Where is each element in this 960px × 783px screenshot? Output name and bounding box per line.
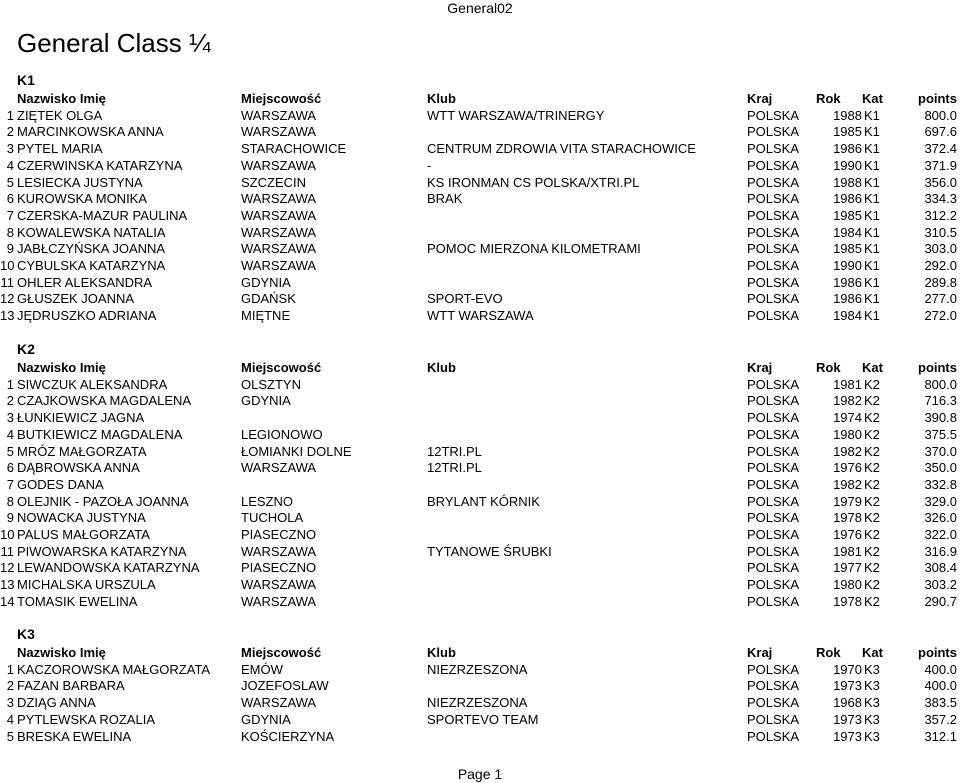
cell-no: 4 [6, 711, 14, 727]
cell-no: 1 [6, 376, 14, 392]
cell-city: LEGIONOWO [241, 426, 323, 442]
cell-year: 1988 [833, 174, 862, 190]
cell-cat: K1 [864, 174, 880, 190]
cell-city: KOŚCIERZYNA [241, 728, 335, 744]
cell-club: BRYLANT KÓRNIK [427, 493, 540, 509]
cell-city: EMÓW [241, 661, 283, 677]
cell-country: POLSKA [747, 560, 800, 576]
table-row [0, 444, 960, 461]
cell-city: WARSZAWA [241, 241, 317, 257]
cell-country: POLSKA [747, 207, 800, 223]
cell-club: 12TRI.PL [427, 443, 482, 459]
cell-cat: K1 [864, 274, 880, 290]
cell-no: 9 [6, 510, 14, 526]
cell-city: WARSZAWA [241, 577, 317, 593]
cell-club: NIEZRZESZONA [427, 695, 528, 711]
cell-year: 1985 [833, 241, 862, 257]
col-header-country: Kraj [747, 91, 773, 106]
table-row [0, 158, 960, 175]
cell-name: ŁUNKIEWICZ JAGNA [17, 410, 145, 426]
cell-club: WTT WARSZAWA [427, 308, 534, 324]
cell-points: 400.0 [924, 661, 957, 677]
cell-country: POLSKA [747, 443, 800, 459]
cell-cat: K1 [864, 291, 880, 307]
cell-name: CYBULSKA KATARZYNA [17, 258, 166, 273]
table-row [0, 494, 960, 511]
table-row [0, 729, 960, 746]
cell-cat: K1 [864, 224, 880, 240]
cell-club: NIEZRZESZONA [427, 661, 528, 677]
cell-points: 312.1 [924, 728, 957, 744]
cell-year: 1984 [833, 224, 862, 240]
table-header-row [0, 360, 960, 377]
cell-no: 11 [0, 274, 14, 290]
cell-country: POLSKA [747, 678, 800, 694]
table-row [0, 662, 960, 679]
table-row [0, 275, 960, 292]
cell-year: 1986 [833, 191, 862, 207]
cell-cat: K2 [864, 426, 880, 442]
cell-city: WARSZAWA [241, 460, 317, 476]
cell-points: 312.2 [924, 207, 957, 223]
cell-name: PIWOWARSKA KATARZYNA [17, 543, 187, 559]
cell-points: 357.2 [924, 711, 957, 727]
cell-points: 322.0 [924, 527, 957, 542]
cell-year: 1982 [833, 393, 862, 409]
cell-points: 303.2 [924, 577, 957, 593]
cell-points: 289.8 [924, 274, 957, 290]
table-row [0, 510, 960, 527]
cell-year: 1968 [833, 695, 862, 711]
cell-no: 7 [6, 476, 14, 492]
cell-name: LEWANDOWSKA KATARZYNA [17, 560, 200, 576]
cell-points: 370.0 [924, 443, 957, 459]
cell-country: POLSKA [747, 510, 800, 526]
cell-city: MIĘTNE [241, 308, 291, 324]
cell-no: 11 [0, 543, 14, 559]
cell-club: - [427, 157, 432, 173]
table-row [0, 477, 960, 494]
cell-cat: K2 [864, 476, 880, 492]
cell-year: 1973 [833, 728, 862, 744]
cell-city: WARSZAWA [241, 207, 317, 223]
table-header-row [0, 645, 960, 662]
table-row [0, 410, 960, 427]
cell-country: POLSKA [747, 661, 800, 677]
cell-country: POLSKA [747, 124, 800, 140]
cell-club: WTT WARSZAWA/TRINERGY [427, 107, 605, 123]
cell-name: PYTLEWSKA ROZALIA [17, 711, 155, 727]
cell-cat: K3 [864, 661, 880, 677]
cell-name: BUTKIEWICZ MAGDALENA [17, 426, 183, 442]
cell-cat: K2 [864, 493, 880, 509]
cell-year: 1973 [833, 678, 862, 694]
cell-club: TYTANOWE ŚRUBKI [427, 543, 552, 559]
table-row [0, 291, 960, 308]
cell-cat: K1 [864, 191, 880, 207]
cell-points: 308.4 [924, 560, 957, 576]
cell-cat: K2 [864, 527, 880, 542]
cell-year: 1985 [833, 124, 862, 140]
cell-name: JABŁCZYŃSKA JOANNA [17, 241, 166, 257]
cell-year: 1979 [833, 493, 862, 509]
cell-cat: K1 [864, 308, 880, 324]
cell-city: WARSZAWA [241, 593, 317, 609]
cell-city: GDYNIA [241, 393, 291, 409]
cell-no: 13 [0, 308, 15, 324]
cell-club: BRAK [427, 191, 463, 207]
table-row [0, 208, 960, 225]
cell-country: POLSKA [747, 593, 800, 609]
table-row [0, 377, 960, 394]
cell-country: POLSKA [747, 274, 800, 290]
table-row [0, 527, 960, 544]
cell-points: 697.6 [924, 124, 957, 140]
col-header-name: Nazwisko Imię [17, 360, 106, 375]
cell-points: 372.4 [924, 141, 957, 157]
cell-points: 716.3 [924, 393, 957, 409]
col-header-city: Miejscowość [241, 91, 322, 106]
cell-points: 316.9 [924, 543, 957, 559]
cell-year: 1986 [833, 274, 862, 290]
table-row [0, 225, 960, 242]
cell-points: 277.0 [924, 291, 957, 307]
cell-city: WARSZAWA [241, 157, 317, 173]
cell-no: 3 [6, 141, 14, 157]
cell-no: 10 [0, 527, 15, 542]
cell-city: GDAŃSK [241, 291, 296, 307]
cell-name: MARCINKOWSKA ANNA [17, 124, 164, 140]
col-header-country: Kraj [747, 645, 773, 660]
cell-country: POLSKA [747, 141, 800, 157]
cell-no: 8 [6, 224, 14, 240]
cell-points: 371.9 [924, 157, 957, 173]
col-header-category: Kat [862, 91, 883, 106]
cell-points: 390.8 [924, 410, 957, 426]
table-row [0, 427, 960, 444]
cell-country: POLSKA [747, 107, 800, 123]
cell-cat: K3 [864, 678, 880, 694]
category-label: K2 [17, 341, 35, 357]
cell-year: 1980 [833, 577, 862, 593]
cell-cat: K2 [864, 410, 880, 426]
cell-points: 800.0 [924, 376, 957, 392]
cell-no: 3 [6, 410, 14, 426]
cell-cat: K1 [864, 157, 880, 173]
cell-country: POLSKA [747, 191, 800, 207]
cell-country: POLSKA [747, 291, 800, 307]
cell-name: BRESKA EWELINA [17, 728, 132, 744]
cell-city: GDYNIA [241, 274, 291, 290]
cell-no: 14 [0, 593, 15, 609]
table-header-row [0, 91, 960, 108]
cell-no: 4 [6, 157, 14, 173]
table-row [0, 308, 960, 325]
col-header-name: Nazwisko Imię [17, 91, 106, 106]
cell-country: POLSKA [747, 695, 800, 711]
cell-no: 12 [0, 291, 15, 307]
col-header-points: points [918, 360, 957, 375]
cell-country: POLSKA [747, 224, 800, 240]
cell-cat: K3 [864, 728, 880, 744]
table-row [0, 108, 960, 125]
cell-no: 13 [0, 577, 15, 593]
cell-points: 400.0 [924, 678, 957, 694]
cell-city: WARSZAWA [241, 107, 317, 123]
cell-city: JOZEFOSLAW [241, 678, 329, 694]
cell-city: PIASECZNO [241, 560, 317, 576]
table-row [0, 695, 960, 712]
table-row [0, 175, 960, 192]
cell-name: NOWACKA JUSTYNA [17, 510, 146, 526]
table-row [0, 678, 960, 695]
cell-city: WARSZAWA [241, 224, 317, 240]
cell-name: MRÓZ MAŁGORZATA [17, 443, 147, 459]
cell-name: GŁUSZEK JOANNA [17, 291, 135, 307]
cell-name: CZAJKOWSKA MAGDALENA [17, 393, 192, 409]
cell-points: 332.8 [924, 476, 957, 492]
col-header-category: Kat [862, 360, 883, 375]
cell-name: PYTEL MARIA [17, 141, 103, 157]
col-header-city: Miejscowość [241, 645, 322, 660]
cell-year: 1981 [833, 543, 862, 559]
cell-club: SPORT-EVO [427, 291, 503, 307]
cell-no: 1 [6, 661, 14, 677]
cell-year: 1973 [833, 711, 862, 727]
cell-points: 326.0 [924, 510, 957, 526]
category-label: K3 [17, 626, 35, 642]
cell-no: 2 [6, 124, 14, 140]
cell-cat: K2 [864, 460, 880, 476]
table-row [0, 544, 960, 561]
cell-country: POLSKA [747, 241, 800, 257]
cell-city: WARSZAWA [241, 124, 317, 140]
col-header-points: points [918, 91, 957, 106]
cell-points: 303.0 [924, 241, 957, 257]
cell-country: POLSKA [747, 527, 800, 542]
cell-country: POLSKA [747, 493, 800, 509]
cell-year: 1980 [833, 426, 862, 442]
cell-points: 383.5 [924, 695, 957, 711]
cell-city: OLSZTYN [241, 376, 301, 392]
cell-year: 1984 [833, 308, 862, 324]
cell-name: KACZOROWSKA MAŁGORZATA [17, 661, 211, 677]
table-row [0, 393, 960, 410]
table-row [0, 241, 960, 258]
cell-points: 350.0 [924, 460, 957, 476]
cell-club: CENTRUM ZDROWIA VITA STARACHOWICE [427, 141, 696, 157]
cell-name: OHLER ALEKSANDRA [17, 274, 153, 290]
cell-name: ZIĘTEK OLGA [17, 107, 103, 123]
cell-name: PALUS MAŁGORZATA [17, 527, 150, 542]
cell-points: 290.7 [924, 593, 957, 609]
cell-no: 1 [6, 107, 14, 123]
cell-cat: K1 [864, 141, 880, 157]
cell-name: KOWALEWSKA NATALIA [17, 224, 166, 240]
cell-name: OLEJNIK - PAZOŁA JOANNA [17, 493, 189, 509]
cell-year: 1977 [833, 560, 862, 576]
col-header-category: Kat [862, 645, 883, 660]
cell-year: 1976 [833, 527, 862, 542]
col-header-year: Rok [816, 645, 841, 660]
cell-country: POLSKA [747, 393, 800, 409]
cell-points: 272.0 [924, 308, 957, 324]
cell-name: DZIĄG ANNA [17, 695, 96, 711]
col-header-club: Klub [427, 91, 456, 106]
cell-city: SZCZECIN [241, 174, 306, 190]
cell-no: 2 [6, 393, 14, 409]
cell-name: JĘDRUSZKO ADRIANA [17, 308, 157, 324]
cell-no: 5 [6, 174, 14, 190]
cell-no: 9 [6, 241, 14, 257]
cell-city: GDYNIA [241, 711, 291, 727]
cell-city: LESZNO [241, 493, 294, 509]
cell-name: GODES DANA [17, 476, 104, 492]
cell-cat: K1 [864, 207, 880, 223]
col-header-name: Nazwisko Imię [17, 645, 106, 660]
cell-club: POMOC MIERZONA KILOMETRAMI [427, 241, 641, 257]
cell-city: WARSZAWA [241, 191, 317, 207]
category-label: K1 [17, 72, 35, 88]
cell-name: CZERSKA-MAZUR PAULINA [17, 207, 188, 223]
cell-no: 4 [6, 426, 14, 442]
table-row [0, 191, 960, 208]
cell-country: POLSKA [747, 476, 800, 492]
cell-name: DĄBROWSKA ANNA [17, 460, 140, 476]
cell-club: SPORTEVO TEAM [427, 711, 539, 727]
cell-name: TOMASIK EWELINA [17, 593, 138, 609]
cell-points: 375.5 [924, 426, 957, 442]
cell-no: 10 [0, 258, 15, 273]
cell-country: POLSKA [747, 543, 800, 559]
cell-city: PIASECZNO [241, 527, 317, 542]
cell-country: POLSKA [747, 426, 800, 442]
cell-name: FAZAN BARBARA [17, 678, 125, 694]
cell-country: POLSKA [747, 258, 800, 273]
cell-points: 292.0 [924, 258, 957, 273]
cell-cat: K2 [864, 510, 880, 526]
cell-country: POLSKA [747, 174, 800, 190]
cell-country: POLSKA [747, 577, 800, 593]
cell-year: 1986 [833, 291, 862, 307]
cell-no: 2 [6, 678, 14, 694]
cell-club: KS IRONMAN CS POLSKA/XTRI.PL [427, 174, 640, 190]
table-row [0, 141, 960, 158]
table-row [0, 577, 960, 594]
cell-country: POLSKA [747, 410, 800, 426]
col-header-points: points [918, 645, 957, 660]
cell-country: POLSKA [747, 157, 800, 173]
cell-no: 6 [6, 460, 14, 476]
cell-no: 5 [6, 728, 14, 744]
cell-cat: K2 [864, 560, 880, 576]
cell-year: 1985 [833, 207, 862, 223]
cell-cat: K2 [864, 443, 880, 459]
page-number: Page 1 [457, 766, 503, 782]
cell-cat: K1 [864, 241, 880, 257]
cell-year: 1990 [833, 258, 862, 273]
cell-year: 1974 [833, 410, 862, 426]
table-row [0, 124, 960, 141]
cell-year: 1970 [833, 661, 862, 677]
cell-points: 334.3 [924, 191, 957, 207]
cell-city: ŁOMIANKI DOLNE [241, 443, 352, 459]
cell-year: 1988 [833, 107, 862, 123]
cell-city: TUCHOLA [241, 510, 304, 526]
table-row [0, 560, 960, 577]
col-header-club: Klub [427, 360, 456, 375]
table-row [0, 594, 960, 611]
cell-no: 6 [6, 191, 14, 207]
col-header-year: Rok [816, 91, 841, 106]
cell-name: MICHALSKA URSZULA [17, 577, 156, 593]
cell-cat: K2 [864, 543, 880, 559]
cell-cat: K1 [864, 258, 880, 273]
cell-city: STARACHOWICE [241, 141, 347, 157]
cell-year: 1978 [833, 593, 862, 609]
cell-country: POLSKA [747, 711, 800, 727]
cell-cat: K2 [864, 393, 880, 409]
cell-year: 1976 [833, 460, 862, 476]
cell-no: 8 [6, 493, 14, 509]
cell-no: 5 [6, 443, 14, 459]
cell-country: POLSKA [747, 460, 800, 476]
cell-cat: K1 [864, 107, 880, 123]
col-header-country: Kraj [747, 360, 773, 375]
cell-no: 12 [0, 560, 15, 576]
cell-cat: K2 [864, 577, 880, 593]
cell-country: POLSKA [747, 308, 800, 324]
cell-name: CZERWINSKA KATARZYNA [17, 157, 183, 173]
sheet-name: General02 [447, 0, 513, 16]
cell-cat: K3 [864, 695, 880, 711]
cell-cat: K1 [864, 124, 880, 140]
cell-country: POLSKA [747, 376, 800, 392]
cell-points: 356.0 [924, 174, 957, 190]
cell-year: 1981 [833, 376, 862, 392]
cell-points: 310.5 [924, 224, 957, 240]
table-row [0, 712, 960, 729]
cell-year: 1982 [833, 443, 862, 459]
cell-year: 1982 [833, 476, 862, 492]
col-header-club: Klub [427, 645, 456, 660]
cell-name: KUROWSKA MONIKA [17, 191, 148, 207]
cell-year: 1978 [833, 510, 862, 526]
cell-name: SIWCZUK ALEKSANDRA [17, 376, 168, 392]
cell-cat: K3 [864, 711, 880, 727]
table-row [0, 460, 960, 477]
cell-name: LESIECKA JUSTYNA [17, 174, 143, 190]
cell-points: 800.0 [924, 107, 957, 123]
page-title: General Class ¼ [17, 28, 211, 58]
cell-city: WARSZAWA [241, 695, 317, 711]
cell-no: 3 [6, 695, 14, 711]
cell-cat: K2 [864, 376, 880, 392]
cell-city: WARSZAWA [241, 258, 317, 273]
col-header-city: Miejscowość [241, 360, 322, 375]
col-header-year: Rok [816, 360, 841, 375]
cell-city: WARSZAWA [241, 543, 317, 559]
cell-no: 7 [6, 207, 14, 223]
cell-club: 12TRI.PL [427, 460, 482, 476]
cell-year: 1990 [833, 157, 862, 173]
cell-points: 329.0 [924, 493, 957, 509]
cell-cat: K2 [864, 593, 880, 609]
table-row [0, 258, 960, 275]
cell-year: 1986 [833, 141, 862, 157]
cell-country: POLSKA [747, 728, 800, 744]
